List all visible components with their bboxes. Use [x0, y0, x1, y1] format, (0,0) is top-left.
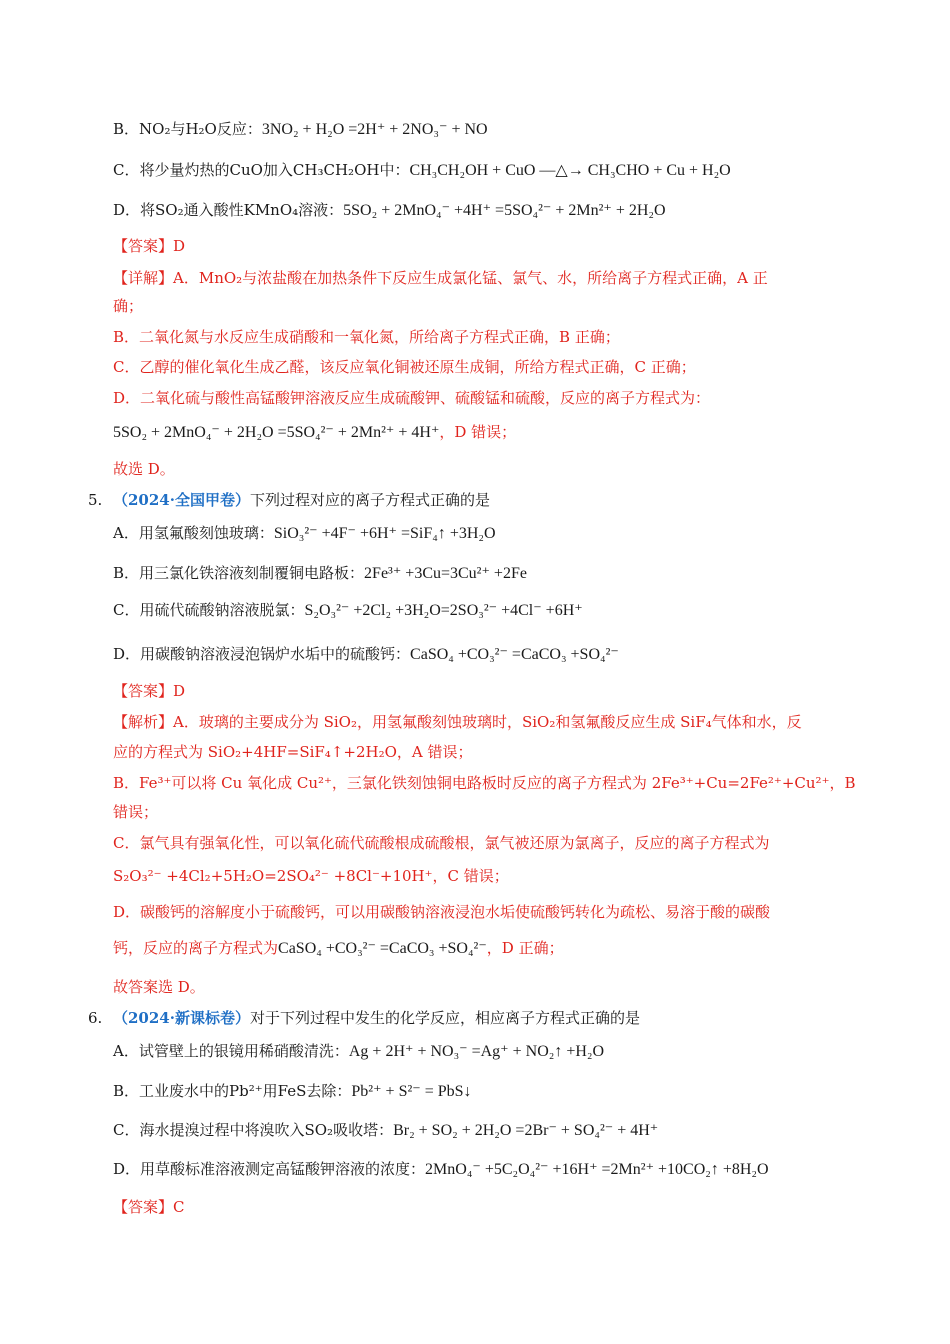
option-label: C．: [113, 161, 140, 179]
option-label: D．: [113, 645, 141, 663]
q4-explain-1: 【详解】A．MnO₂与浓盐酸在加热条件下反应生成氯化锰、氯气、水，所给离子方程式正确，A 正: [113, 269, 768, 287]
q5-explain-4b: [0, 934, 950, 962]
equation: Br₂ + SO₂ + 2H₂O =2Br⁻ + SO₄²⁻ + 4H⁺: [393, 1122, 659, 1139]
q5-explain-1b: 应的方程式为 SiO₂+4HF=SiF₄↑+2H₂O，A 错误；: [113, 743, 473, 761]
question-text: 下列过程对应的离子方程式正确的是: [249, 491, 490, 509]
option-label: B．: [113, 1082, 140, 1100]
q5-option-c: [0, 596, 950, 624]
explain-tail: ，D 正确；: [486, 939, 564, 957]
option-label: B．: [113, 564, 140, 582]
option-text: 将SO₂通入酸性KMnO₄溶液：: [140, 201, 344, 219]
q5-explain-3: C．氯气具有强氧化性，可以氧化硫代硫酸根成硫酸根，氯气被还原为氯离子，反应的离子方程式为: [113, 834, 770, 852]
option-label: A．: [113, 1042, 139, 1060]
explain-prefix: 钙，反应的离子方程式为: [113, 939, 279, 957]
q5-explain-1: 【解析】A．玻璃的主要成分为 SiO₂，用氢氟酸刻蚀玻璃时，SiO₂和氢氟酸反应生成 SiF₄气体和水，反: [113, 713, 802, 731]
equation: CaSO₄ +CO₃²⁻ =CaCO₃ +SO₄²⁻: [278, 940, 487, 957]
option-label: C．: [113, 601, 140, 619]
q6-option-a: [0, 1037, 950, 1065]
option-text: 将少量灼热的CuO加入CH₃CH₂OH中：: [139, 161, 410, 179]
q6-option-d: [0, 1155, 950, 1183]
q4-explain-2: B．二氧化氮与水反应生成硝酸和一氧化氮，所给离子方程式正确，B 正确；: [113, 328, 620, 346]
equation: 5SO₂ + 2MnO₄⁻ + 2H₂O =5SO₄²⁻ + 2Mn²⁺ + 4H⁺: [113, 424, 440, 441]
option-text: 海水提溴过程中将溴吹入SO₂吸收塔：: [139, 1121, 394, 1139]
equation: CH₃CH₂OH + CuO —△→ CH₃CHO + Cu + H₂O: [409, 162, 731, 179]
option-text: 用三氯化铁溶液刻制覆铜电路板：: [139, 564, 365, 582]
question-number: 6.: [88, 1009, 103, 1027]
q4-explain-4-equation-line: [0, 418, 950, 446]
q5-answer: 【答案】D: [113, 682, 186, 700]
question-source: （2024·新课标卷）: [113, 1009, 250, 1027]
q4-option-b: [0, 115, 950, 143]
option-text: 工业废水中的Pb²⁺用FeS去除：: [139, 1082, 352, 1100]
q5-option-d: [0, 640, 950, 668]
option-text: NO₂与H₂O反应：: [139, 120, 262, 138]
q4-option-d: [0, 196, 950, 224]
equation: CaSO₄ +CO₃²⁻ =CaCO₃ +SO₄²⁻: [410, 646, 619, 663]
q5-explain-2: B．Fe³⁺可以将 Cu 氧化成 Cu²⁺，三氯化铁刻蚀铜电路板时反应的离子方程式为 2Fe³⁺+Cu=2Fe²⁺+Cu²⁺，B: [113, 774, 856, 792]
q4-explain-1b: 确；: [113, 297, 144, 315]
equation: 2MnO₄⁻ +5C₂O₄²⁻ +16H⁺ =2Mn²⁺ +10CO₂↑ +8H₂O: [425, 1161, 769, 1178]
q6-option-c: [0, 1116, 950, 1144]
option-text: 用硫代硫酸钠溶液脱氯：: [139, 601, 305, 619]
option-label: C．: [113, 1121, 140, 1139]
option-label: D．: [113, 1160, 141, 1178]
q5-option-a: [0, 519, 950, 547]
q5-explain-2b: 错误；: [113, 803, 159, 821]
equation: Pb²⁺ + S²⁻ = PbS↓: [351, 1083, 472, 1100]
q4-answer: 【答案】D: [113, 237, 186, 255]
equation: 3NO₂ + H₂O =2H⁺ + 2NO₃⁻ + NO: [261, 121, 488, 138]
q5-explain-4: D．碳酸钙的溶解度小于硫酸钙，可以用碳酸钠溶液浸泡水垢使硫酸钙转化为疏松、易溶于酸的碳酸: [113, 903, 771, 921]
question-text: 对于下列过程中发生的化学反应，相应离子方程式正确的是: [249, 1009, 640, 1027]
equation: 5SO₂ + 2MnO₄⁻ +4H⁺ =5SO₄²⁻ + 2Mn²⁺ + 2H₂O: [343, 202, 666, 219]
q4-conclusion: 故选 D。: [113, 460, 175, 478]
option-text: 用氢氟酸刻蚀玻璃：: [138, 524, 274, 542]
option-label: A．: [113, 524, 139, 542]
q6-stem: [0, 1004, 950, 1032]
q5-stem: [0, 486, 950, 514]
question-source: （2024·全国甲卷）: [113, 491, 250, 509]
option-label: D．: [113, 201, 141, 219]
equation: SiO₃²⁻ +4F⁻ +6H⁺ =SiF₄↑ +3H₂O: [273, 525, 496, 542]
option-text: 用碳酸钠溶液浸泡锅炉水垢中的硫酸钙：: [140, 645, 411, 663]
q5-conclusion: 故答案选 D。: [113, 978, 205, 996]
option-text: 用草酸标准溶液测定高锰酸钾溶液的浓度：: [140, 1160, 426, 1178]
q6-option-b: [0, 1077, 950, 1105]
option-label: B．: [113, 120, 140, 138]
option-text: 试管壁上的银镜用稀硝酸清洗：: [138, 1042, 349, 1060]
explain-tail: ，D 错误；: [439, 423, 517, 441]
q5-option-b: [0, 559, 950, 587]
equation: 2Fe³⁺ +3Cu=3Cu²⁺ +2Fe: [364, 565, 527, 582]
q4-option-c: [0, 156, 950, 184]
equation: S₂O₃²⁻ +2Cl₂ +3H₂O=2SO₃²⁻ +4Cl⁻ +6H⁺: [304, 602, 583, 619]
equation: Ag + 2H⁺ + NO₃⁻ =Ag⁺ + NO₂↑ +H₂O: [348, 1043, 605, 1060]
q5-explain-3b: S₂O₃²⁻ +4Cl₂+5H₂O=2SO₄²⁻ +8Cl⁻+10H⁺，C 错误；: [113, 867, 509, 885]
question-number: 5.: [88, 491, 103, 509]
q4-explain-4: D．二氧化硫与酸性高锰酸钾溶液反应生成硫酸钾、硫酸锰和硫酸，反应的离子方程式为：: [113, 389, 711, 407]
q4-explain-3: C．乙醇的催化氧化生成乙醛，该反应氧化铜被还原生成铜，所给方程式正确，C 正确；: [113, 358, 696, 376]
q6-answer: 【答案】C: [113, 1198, 185, 1216]
